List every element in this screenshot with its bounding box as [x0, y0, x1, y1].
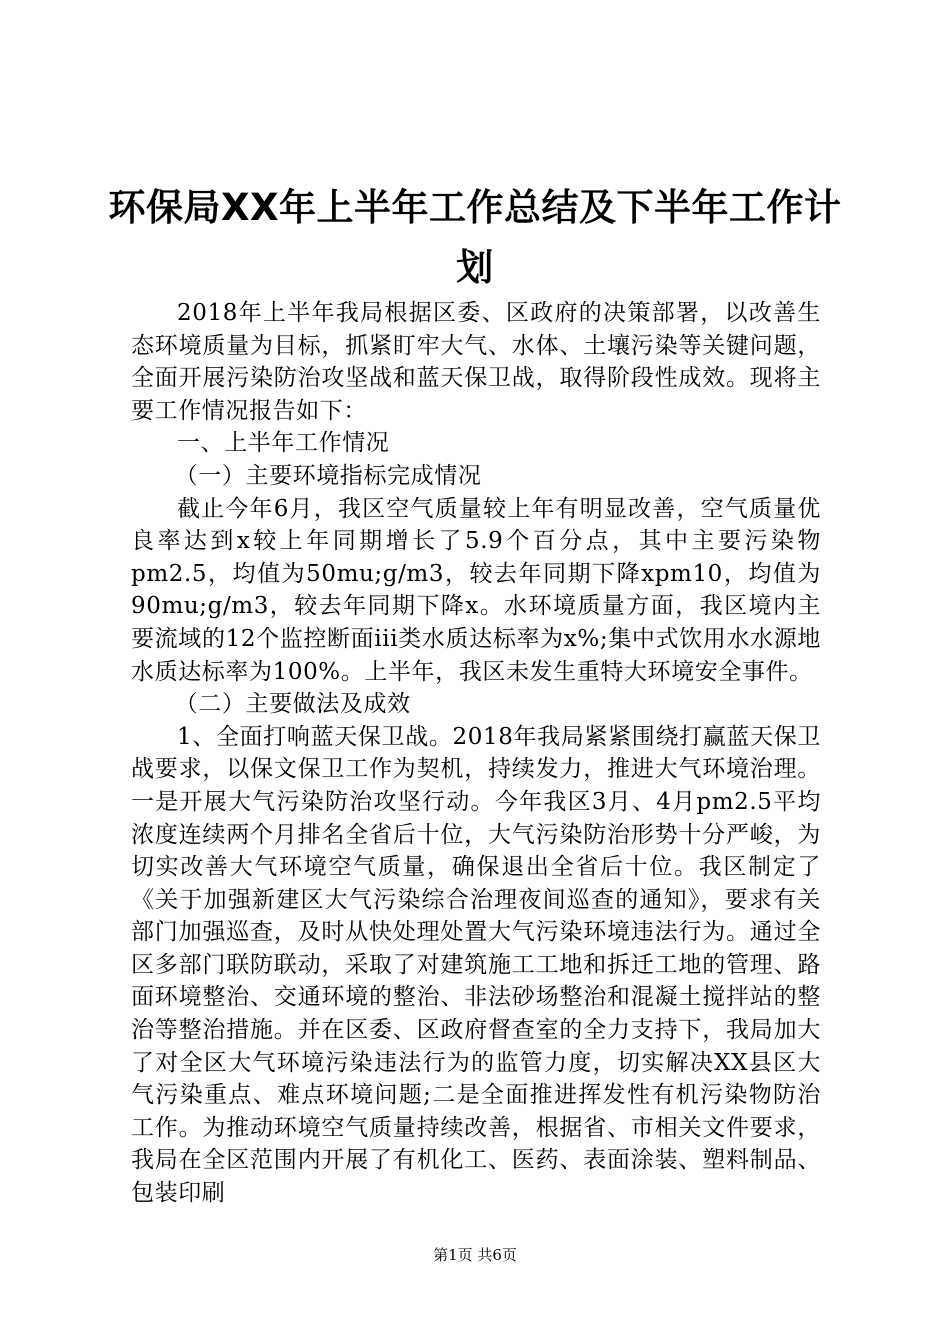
measures-paragraph: 1、全面打响蓝天保卫战。2018年我局紧紧围绕打赢蓝天保卫战要求，以保文保卫工作为契机，持续发力，推进大气环境治理。一是开展大气污染防治攻坚行动。今年我区3月、4月pm2.5平均浓度连续两个月排名全省后十位，大气污染防治形势十分严峻，为切实改善大气环境空气质量，确保退出全省后十位。我区制定了《关于加强新建区大气污染综合治理夜间巡查的通知》，要求有关部门加强巡查，及时从快处理处置大气污染环境违法行为。通过全区多部门联防联动，采取了对建筑施工工地和拆迁工地的管理、路面环境整治、交通环境的整治、非法砂场整治和混凝土搅拌站的整治等整治措施。并在区委、区政府督查室的全力支持下，我局加大了对全区大气环境污染违法行为的监管力度，切实解决XX县区大气污染重点、难点环境问题;二是全面推进挥发性有机污染物防治工作。为推动环境空气质量持续改善，根据省、市相关文件要求，我局在全区范围内开展了有机化工、医药、表面涂装、塑料制品、包装印刷: [131, 723, 821, 1207]
subsection-heading-measures: （二）主要做法及成效: [174, 691, 411, 718]
page-footer: 第1页 共6页: [433, 1246, 517, 1264]
section-heading-first-half: 一、上半年工作情况: [177, 430, 390, 457]
document-body: [131, 297, 821, 1210]
indicators-paragraph: 截止今年6月，我区空气质量较上年有明显改善，空气质量优良率达到x较上年同期增长了5.9个百分点，其中主要污染物pm2.5，均值为50mu;g/m3，较去年同期下降xpm10，均值为90mu;g/m3，较去年同期下降x。水环境质量方面，我区境内主要流域的12个监控断面iii类水质达标率为x%;集中式饮用水水源地水质达标率为100%。上半年，我区未发生重特大环境安全事件。: [131, 495, 821, 685]
intro-paragraph: 2018年上半年我局根据区委、区政府的决策部署，以改善生态环境质量为目标，抓紧盯牢大气、水体、土壤污染等关键问题，全面开展污染防治攻坚战和蓝天保卫战，取得阶段性成效。现将主要工作情况报告如下：: [131, 300, 821, 424]
document-title: 环保局XX年上半年工作总结及下半年工作计划: [108, 186, 842, 289]
subsection-heading-indicators: （一）主要环境指标完成情况: [174, 462, 482, 489]
